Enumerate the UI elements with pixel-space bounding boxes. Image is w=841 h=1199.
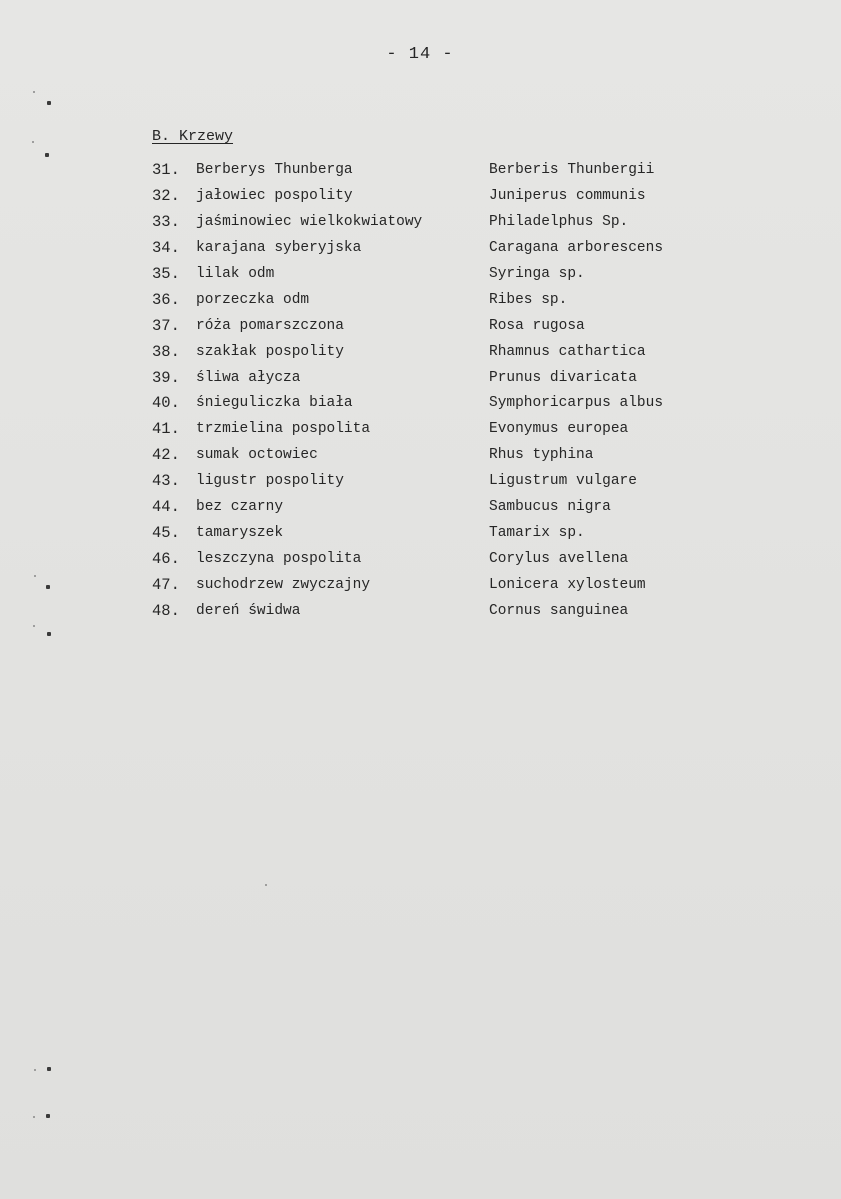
polish-name: ligustr pospolity bbox=[196, 473, 344, 490]
item-number: 36. bbox=[152, 290, 180, 309]
polish-name: śnieguliczka biała bbox=[196, 395, 353, 412]
list-item bbox=[152, 471, 712, 497]
polish-name: bez czarny bbox=[196, 499, 284, 516]
polish-name: śliwa ałycza bbox=[196, 369, 301, 386]
latin-name: Corylus avellena bbox=[489, 551, 629, 568]
list-item bbox=[152, 290, 712, 316]
section-heading: B. Krzewy bbox=[152, 128, 234, 145]
polish-name: jaśminowiec wielkokwiatowy bbox=[196, 213, 423, 230]
item-number: 37. bbox=[152, 316, 180, 335]
list-item bbox=[152, 368, 712, 394]
polish-name: róża pomarszczona bbox=[196, 317, 344, 334]
speck bbox=[33, 625, 35, 627]
item-number: 33. bbox=[152, 212, 180, 231]
latin-name: Sambucus nigra bbox=[489, 499, 611, 516]
latin-name: Rhamnus cathartica bbox=[489, 343, 646, 360]
list-item bbox=[152, 212, 712, 238]
item-number: 40. bbox=[152, 394, 180, 413]
item-number: 48. bbox=[152, 601, 180, 620]
speck bbox=[34, 1069, 36, 1071]
binder-mark bbox=[45, 153, 49, 157]
list-item bbox=[152, 523, 712, 549]
item-number: 35. bbox=[152, 264, 180, 283]
list-item bbox=[152, 575, 712, 601]
item-number: 31. bbox=[152, 161, 180, 179]
latin-name: Lonicera xylosteum bbox=[489, 577, 646, 593]
binder-mark bbox=[46, 585, 50, 589]
polish-name: dereń świdwa bbox=[196, 602, 301, 619]
latin-name: Prunus divaricata bbox=[489, 369, 637, 386]
list-item bbox=[152, 160, 712, 186]
latin-name: Berberis Thunbergii bbox=[489, 162, 655, 178]
polish-name: karajana syberyjska bbox=[196, 239, 362, 256]
list-item bbox=[152, 342, 712, 368]
latin-name: Ligustrum vulgare bbox=[489, 473, 637, 490]
polish-name: jałowiec pospolity bbox=[196, 187, 353, 204]
speck bbox=[265, 884, 267, 886]
list-item bbox=[152, 497, 712, 523]
speck bbox=[33, 1116, 35, 1118]
item-number: 43. bbox=[152, 472, 180, 491]
list-item bbox=[152, 186, 712, 212]
polish-name: trzmielina pospolita bbox=[196, 421, 371, 438]
item-number: 41. bbox=[152, 420, 180, 439]
speck bbox=[34, 575, 36, 577]
list-item bbox=[152, 238, 712, 264]
binder-mark bbox=[47, 1067, 51, 1071]
latin-name: Evonymus europea bbox=[489, 421, 629, 438]
item-number: 44. bbox=[152, 498, 180, 517]
item-number: 45. bbox=[152, 524, 180, 543]
list-item bbox=[152, 445, 712, 471]
list-item bbox=[152, 601, 712, 627]
list-item bbox=[152, 316, 712, 342]
polish-name: porzeczka odm bbox=[196, 291, 310, 308]
item-number: 39. bbox=[152, 368, 180, 387]
latin-name: Rhus typhina bbox=[489, 447, 594, 464]
polish-name: sumak octowiec bbox=[196, 447, 318, 464]
item-number: 32. bbox=[152, 186, 180, 205]
polish-name: leszczyna pospolita bbox=[196, 551, 362, 568]
list-item bbox=[152, 419, 712, 445]
binder-mark bbox=[46, 1114, 50, 1118]
latin-name: Syringa sp. bbox=[489, 265, 585, 282]
latin-name: Cornus sanguinea bbox=[489, 602, 629, 619]
polish-name: szakłak pospolity bbox=[196, 343, 344, 360]
item-number: 46. bbox=[152, 550, 180, 569]
item-number: 34. bbox=[152, 238, 180, 257]
item-number: 42. bbox=[152, 446, 180, 465]
polish-name: lilak odm bbox=[196, 265, 275, 282]
binder-mark bbox=[47, 632, 51, 636]
speck bbox=[33, 91, 35, 93]
latin-name: Symphoricarpus albus bbox=[489, 395, 664, 412]
list-item bbox=[152, 264, 712, 290]
item-number: 38. bbox=[152, 342, 180, 361]
latin-name: Tamarix sp. bbox=[489, 525, 585, 542]
list-item bbox=[152, 549, 712, 575]
binder-mark bbox=[47, 101, 51, 105]
polish-name: Berberys Thunberga bbox=[196, 162, 353, 178]
polish-name: suchodrzew zwyczajny bbox=[196, 577, 371, 593]
item-number: 47. bbox=[152, 576, 180, 594]
latin-name: Caragana arborescens bbox=[489, 239, 664, 256]
page-number: - 14 - bbox=[386, 45, 454, 64]
latin-name: Philadelphus Sp. bbox=[489, 213, 629, 230]
speck bbox=[32, 141, 34, 143]
latin-name: Rosa rugosa bbox=[489, 317, 585, 334]
list-item bbox=[152, 393, 712, 419]
latin-name: Juniperus communis bbox=[489, 187, 646, 204]
latin-name: Ribes sp. bbox=[489, 291, 568, 308]
shrub-list bbox=[152, 160, 712, 627]
polish-name: tamaryszek bbox=[196, 525, 284, 542]
